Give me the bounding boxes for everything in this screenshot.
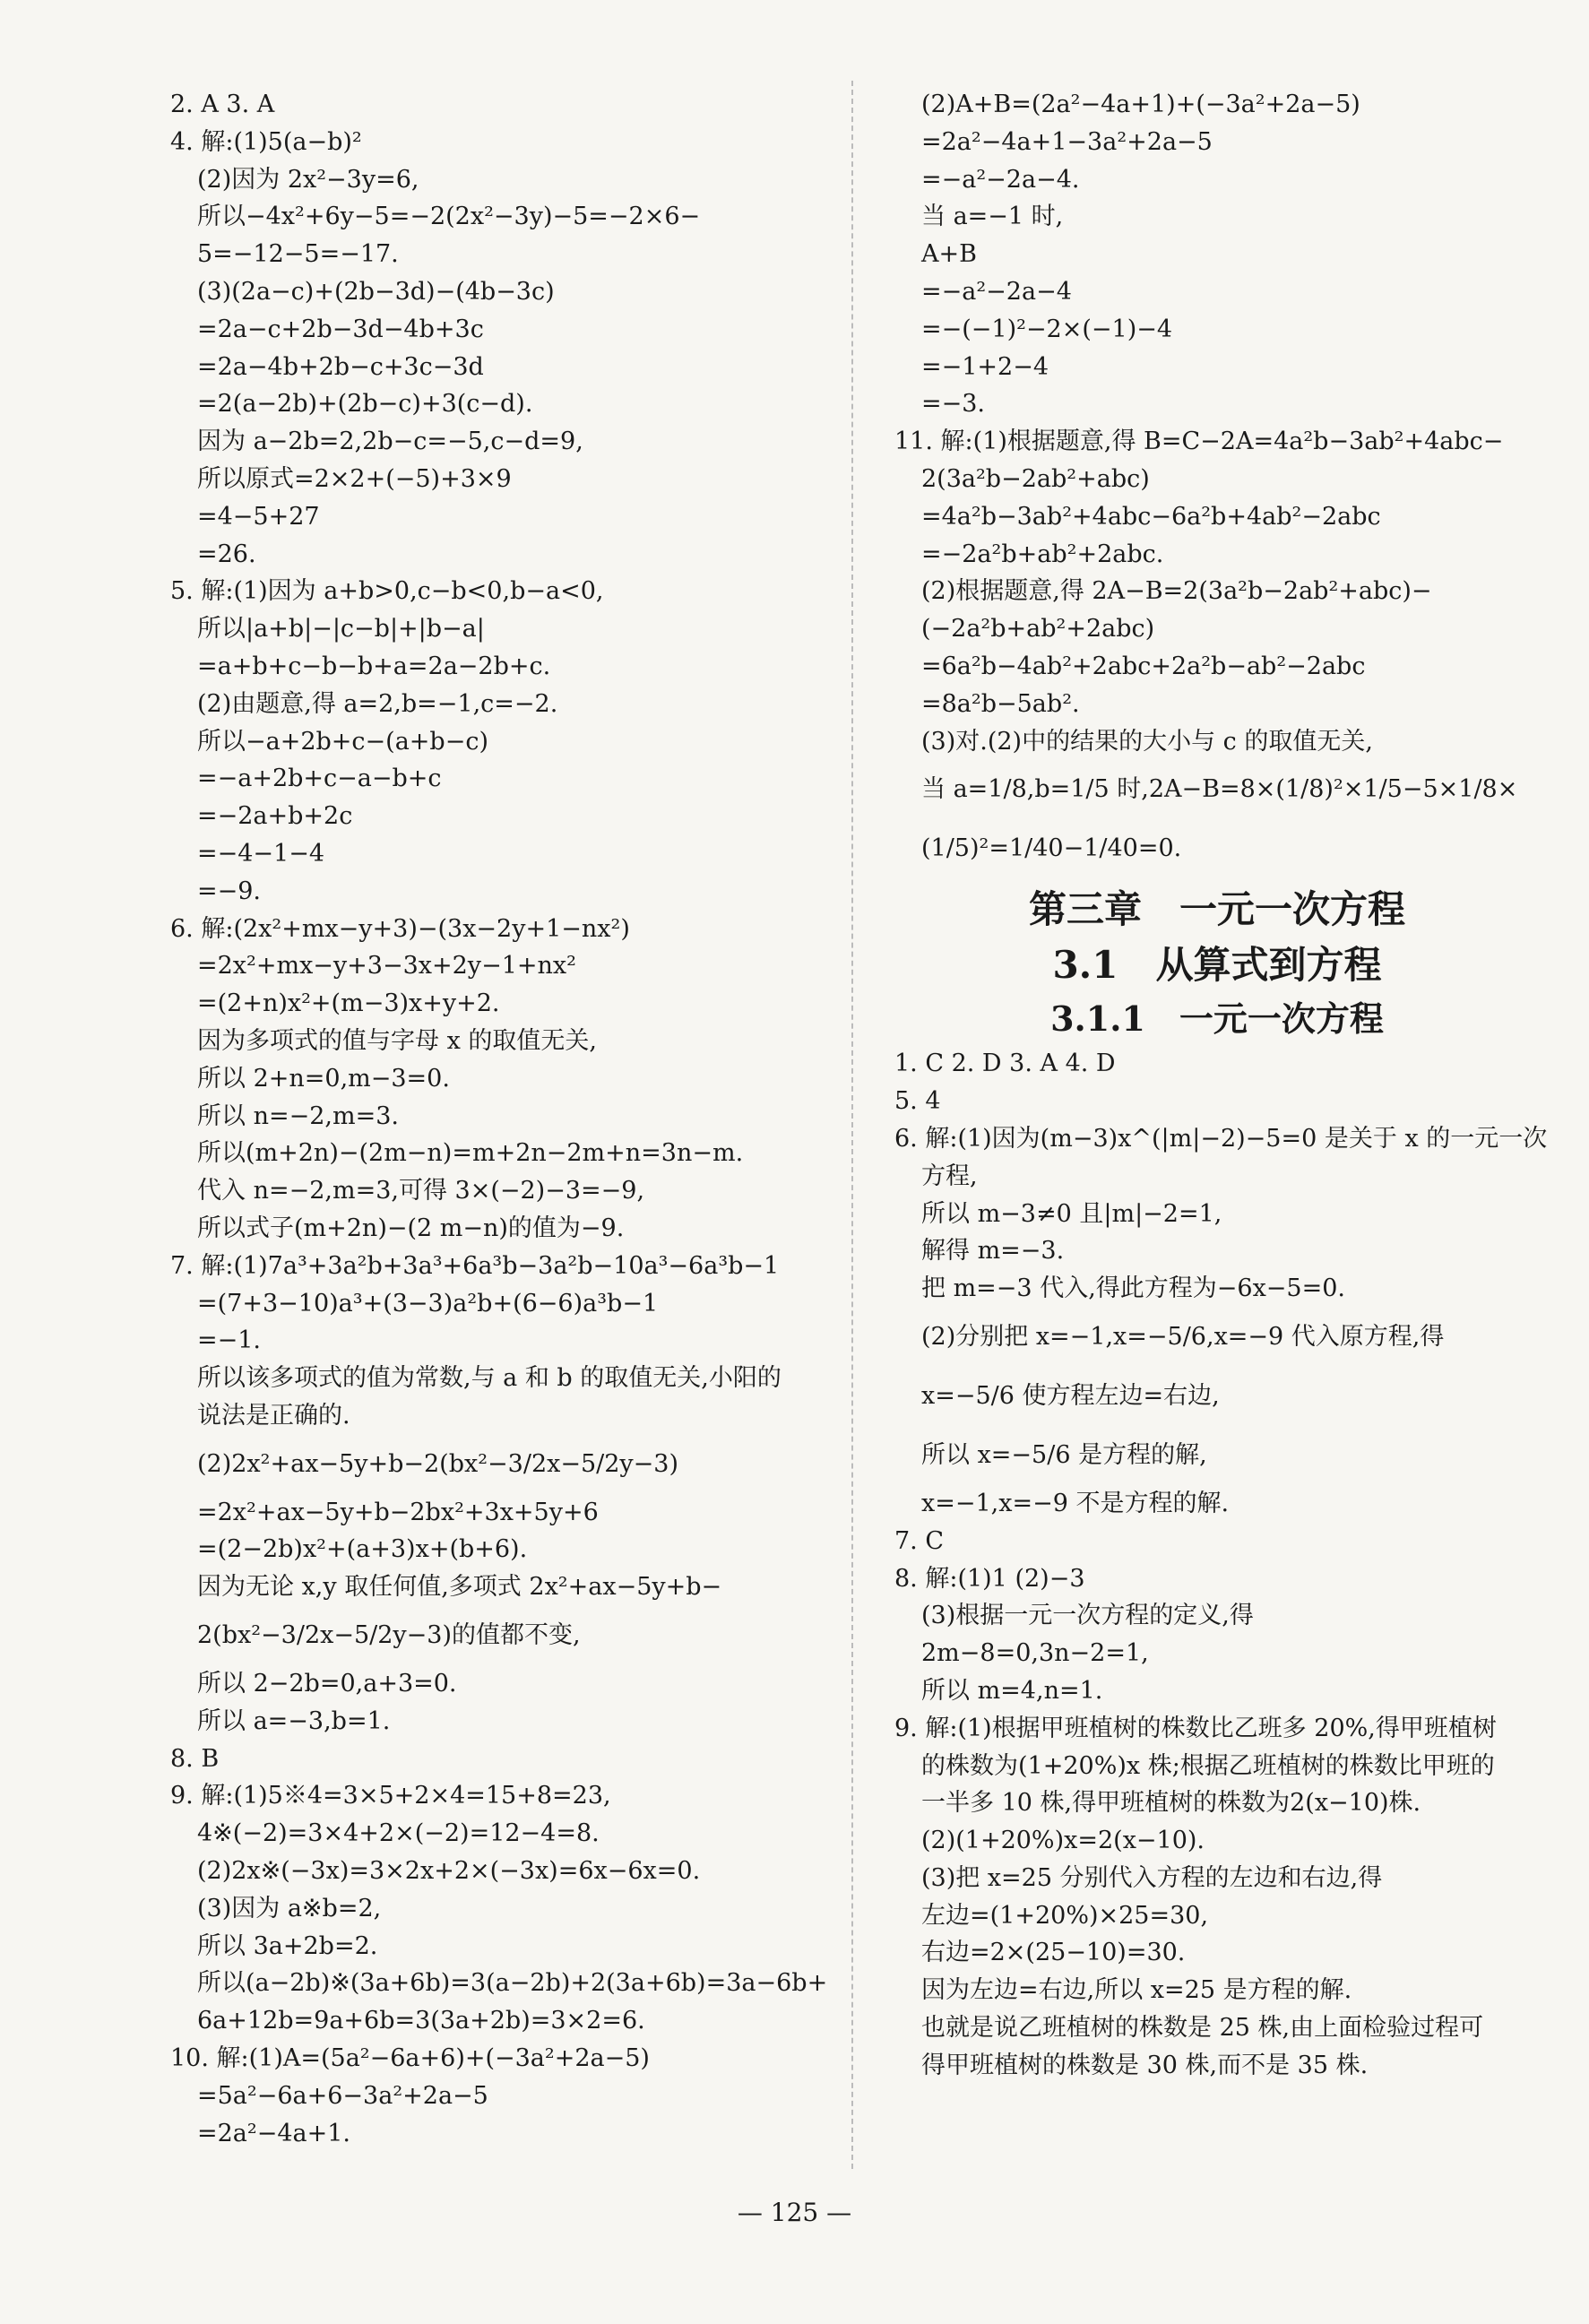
- answer-line: x=−5/6 使方程左边=右边,: [921, 1381, 1220, 1410]
- answer-line: 所以 2+n=0,m−3=0.: [197, 1064, 450, 1093]
- answer-line: =2a−4b+2b−c+3c−3d: [197, 352, 484, 381]
- answer-line: =5a²−6a+6−3a²+2a−5: [197, 2081, 488, 2110]
- answer-line: 6. 解:(1)因为(m−3)x^(|m|−2)−5=0 是关于 x 的一元一次: [894, 1124, 1548, 1153]
- answer-line: =−a²−2a−4.: [921, 165, 1080, 194]
- left-column: [170, 86, 828, 2152]
- answer-line: (2)因为 2x²−3y=6,: [197, 165, 419, 194]
- answer-line: =−1.: [197, 1326, 262, 1355]
- answer-line: 2(bx²−3/2x−5/2y−3)的值都不变,: [197, 1621, 581, 1650]
- answer-line: 7. 解:(1)7a³+3a²b+3a³+6a³b−3a²b−10a³−6a³b−1: [170, 1251, 780, 1280]
- answer-line: 左边=(1+20%)×25=30,: [921, 1901, 1209, 1930]
- answer-line: 2(3a²b−2ab²+abc): [921, 464, 1150, 493]
- answer-line: =2(a−2b)+(2b−c)+3(c−d).: [197, 390, 533, 419]
- answer-line: =−1+2−4: [921, 352, 1049, 381]
- answer-line: (−2a²b+ab²+2abc): [921, 615, 1155, 644]
- answer-line: 4※(−2)=3×4+2×(−2)=12−4=8.: [197, 1819, 600, 1848]
- answer-line: (2)由题意,得 a=2,b=−1,c=−2.: [197, 689, 558, 718]
- answer-line: (2)根据题意,得 2A−B=2(3a²b−2ab²+abc)−: [921, 577, 1432, 606]
- answer-line: (2)(1+20%)x=2(x−10).: [921, 1827, 1205, 1855]
- answer-line: (1/5)²=1/40−1/40=0.: [921, 834, 1182, 863]
- answer-line: =2a²−4a+1.: [197, 2119, 351, 2147]
- answer-line: 代入 n=−2,m=3,可得 3×(−2)−3=−9,: [197, 1177, 645, 1205]
- answer-line: 4. 解:(1)5(a−b)²: [170, 127, 362, 156]
- answer-line: (3)根据一元一次方程的定义,得: [921, 1602, 1254, 1630]
- answer-line: (2)A+B=(2a²−4a+1)+(−3a²+2a−5): [921, 91, 1360, 118]
- right-column-top-answers: [894, 86, 1540, 878]
- answer-line: 所以 x=−5/6 是方程的解,: [921, 1440, 1207, 1469]
- answer-line: (3)把 x=25 分别代入方程的左边和右边,得: [921, 1863, 1383, 1892]
- answer-line: =(2−2b)x²+(a+3)x+(b+6).: [197, 1535, 528, 1564]
- answer-line: (3)(2a−c)+(2b−3d)−(4b−3c): [197, 277, 555, 306]
- answer-line: 所以 m−3≠0 且|m|−2=1,: [921, 1199, 1222, 1228]
- answer-line: 8. 解:(1)1 (2)−3: [894, 1564, 1085, 1593]
- answer-line: 所以 n=−2,m=3.: [197, 1102, 399, 1130]
- answer-line: =4a²b−3ab²+4abc−6a²b+4ab²−2abc: [921, 502, 1381, 531]
- answer-line: 所以 m=4,n=1.: [921, 1676, 1103, 1705]
- answer-line: 也就是说乙班植树的株数是 25 株,由上面检验过程可: [921, 2014, 1484, 2043]
- answer-line: =6a²b−4ab²+2abc+2a²b−ab²−2abc: [921, 652, 1366, 680]
- answer-line: 所以−a+2b+c−(a+b−c): [197, 727, 488, 756]
- subsection-heading: 3.1.1 一元一次方程: [1050, 998, 1384, 1040]
- answer-line: 所以−4x²+6y−5=−2(2x²−3y)−5=−2×6−: [197, 203, 701, 231]
- answer-line: 所以该多项式的值为常数,与 a 和 b 的取值无关,小阳的: [197, 1364, 782, 1393]
- answer-line: 1. C 2. D 3. A 4. D: [894, 1050, 1116, 1078]
- answer-line: =−9.: [197, 877, 262, 905]
- answer-line: 所以式子(m+2n)−(2 m−n)的值为−9.: [197, 1214, 625, 1242]
- answer-line: =a+b+c−b−b+a=2a−2b+c.: [197, 652, 551, 680]
- answer-line: =2a−c+2b−3d−4b+3c: [197, 315, 484, 343]
- answer-line: 因为多项式的值与字母 x 的取值无关,: [197, 1026, 597, 1055]
- page-number: — 125 —: [737, 2198, 852, 2227]
- answer-line: 解得 m=−3.: [921, 1237, 1065, 1266]
- answer-line: (2)2x²+ax−5y+b−2(bx²−3/2x−5/2y−3): [197, 1449, 679, 1478]
- answer-line: 6. 解:(2x²+mx−y+3)−(3x−2y+1−nx²): [170, 914, 630, 943]
- answer-line: 2m−8=0,3n−2=1,: [921, 1639, 1149, 1668]
- answer-line: 8. B: [170, 1744, 220, 1773]
- answer-line: (2)分别把 x=−1,x=−5/6,x=−9 代入原方程,得: [921, 1322, 1445, 1351]
- answer-line: 因为 a−2b=2,2b−c=−5,c−d=9,: [197, 428, 583, 456]
- answer-line: 2. A 3. A: [170, 91, 275, 118]
- answer-line: 所以 2−2b=0,a+3=0.: [197, 1670, 457, 1698]
- answer-line: =−3.: [921, 390, 986, 419]
- section-heading: 3.1 从算式到方程: [1052, 943, 1382, 988]
- answer-line: =−2a+b+2c: [197, 802, 353, 831]
- answer-line: =2x²+mx−y+3−3x+2y−1+nx²: [197, 952, 576, 981]
- answer-line: =2x²+ax−5y+b−2bx²+3x+5y+6: [197, 1498, 599, 1526]
- answer-line: (3)对.(2)中的结果的大小与 c 的取值无关,: [921, 727, 1373, 756]
- answer-line: 当 a=−1 时,: [921, 203, 1064, 231]
- answer-line: =−a+2b+c−a−b+c: [197, 765, 442, 793]
- answer-line: 9. 解:(1)根据甲班植树的株数比乙班多 20%,得甲班植树: [894, 1714, 1497, 1742]
- right-column-bottom-answers: [894, 1045, 1548, 2084]
- answer-line: 所以(a−2b)※(3a+6b)=3(a−2b)+2(3a+6b)=3a−6b+: [197, 1969, 828, 1998]
- answer-line: 当 a=1/8,b=1/5 时,2A−B=8×(1/8)²×1/5−5×1/8×: [921, 775, 1518, 804]
- answer-line: 5. 解:(1)因为 a+b>0,c−b<0,b−a<0,: [170, 577, 604, 606]
- answer-line: 所以 3a+2b=2.: [197, 1931, 378, 1960]
- answer-line: =(7+3−10)a³+(3−3)a²b+(6−6)a³b−1: [197, 1289, 659, 1318]
- answer-line: 所以原式=2×2+(−5)+3×9: [197, 464, 512, 493]
- answer-line: 把 m=−3 代入,得此方程为−6x−5=0.: [921, 1274, 1345, 1303]
- answer-line: 因为无论 x,y 取任何值,多项式 2x²+ax−5y+b−: [197, 1573, 722, 1602]
- answer-line: 右边=2×(25−10)=30.: [921, 1939, 1186, 1967]
- answer-line: 所以 a=−3,b=1.: [197, 1706, 391, 1735]
- answer-line: =−2a²b+ab²+2abc.: [921, 540, 1164, 568]
- answer-line: (3)因为 a※b=2,: [197, 1894, 382, 1922]
- answer-line: 6a+12b=9a+6b=3(3a+2b)=3×2=6.: [197, 2007, 645, 2035]
- answer-line: =8a²b−5ab².: [921, 689, 1080, 718]
- answer-line: =(2+n)x²+(m−3)x+y+2.: [197, 989, 500, 1018]
- answer-line: 5. 4: [894, 1087, 941, 1116]
- answer-line: 因为左边=右边,所以 x=25 是方程的解.: [921, 1976, 1352, 2005]
- chapter-heading: 第三章 一元一次方程: [1028, 887, 1405, 932]
- answer-line: =−(−1)²−2×(−1)−4: [921, 315, 1173, 343]
- answer-line: =−a²−2a−4: [921, 277, 1072, 306]
- answer-line: 一半多 10 株,得甲班植树的株数为2(x−10)株.: [921, 1789, 1421, 1818]
- answer-line: (2)2x※(−3x)=3×2x+2×(−3x)=6x−6x=0.: [197, 1857, 701, 1886]
- answer-line: 得甲班植树的株数是 30 株,而不是 35 株.: [921, 2051, 1369, 2079]
- right-column: [894, 86, 1548, 2085]
- answer-line: =−4−1−4: [197, 839, 325, 868]
- column-divider: [851, 81, 853, 2169]
- answer-line: 所以(m+2n)−(2m−n)=m+2n−2m+n=3n−m.: [197, 1139, 744, 1168]
- answer-line: 的株数为(1+20%)x 株;根据乙班植树的株数比甲班的: [921, 1751, 1495, 1780]
- answer-line: A+B: [921, 240, 977, 269]
- answer-line: 11. 解:(1)根据题意,得 B=C−2A=4a²b−3ab²+4abc−: [894, 428, 1504, 456]
- answer-line: x=−1,x=−9 不是方程的解.: [921, 1489, 1230, 1517]
- answer-line: 10. 解:(1)A=(5a²−6a+6)+(−3a²+2a−5): [170, 2044, 650, 2073]
- answer-line: 所以|a+b|−|c−b|+|b−a|: [197, 615, 485, 644]
- answer-line: 方程,: [921, 1162, 978, 1190]
- answer-line: =4−5+27: [197, 502, 320, 531]
- answer-line: 7. C: [894, 1526, 945, 1555]
- answer-line: 9. 解:(1)5※4=3×5+2×4=15+8=23,: [170, 1782, 611, 1810]
- answer-line: 说法是正确的.: [197, 1401, 350, 1430]
- answer-line: 5=−12−5=−17.: [197, 240, 399, 269]
- answer-line: =26.: [197, 540, 256, 568]
- answer-line: =2a²−4a+1−3a²+2a−5: [921, 127, 1213, 156]
